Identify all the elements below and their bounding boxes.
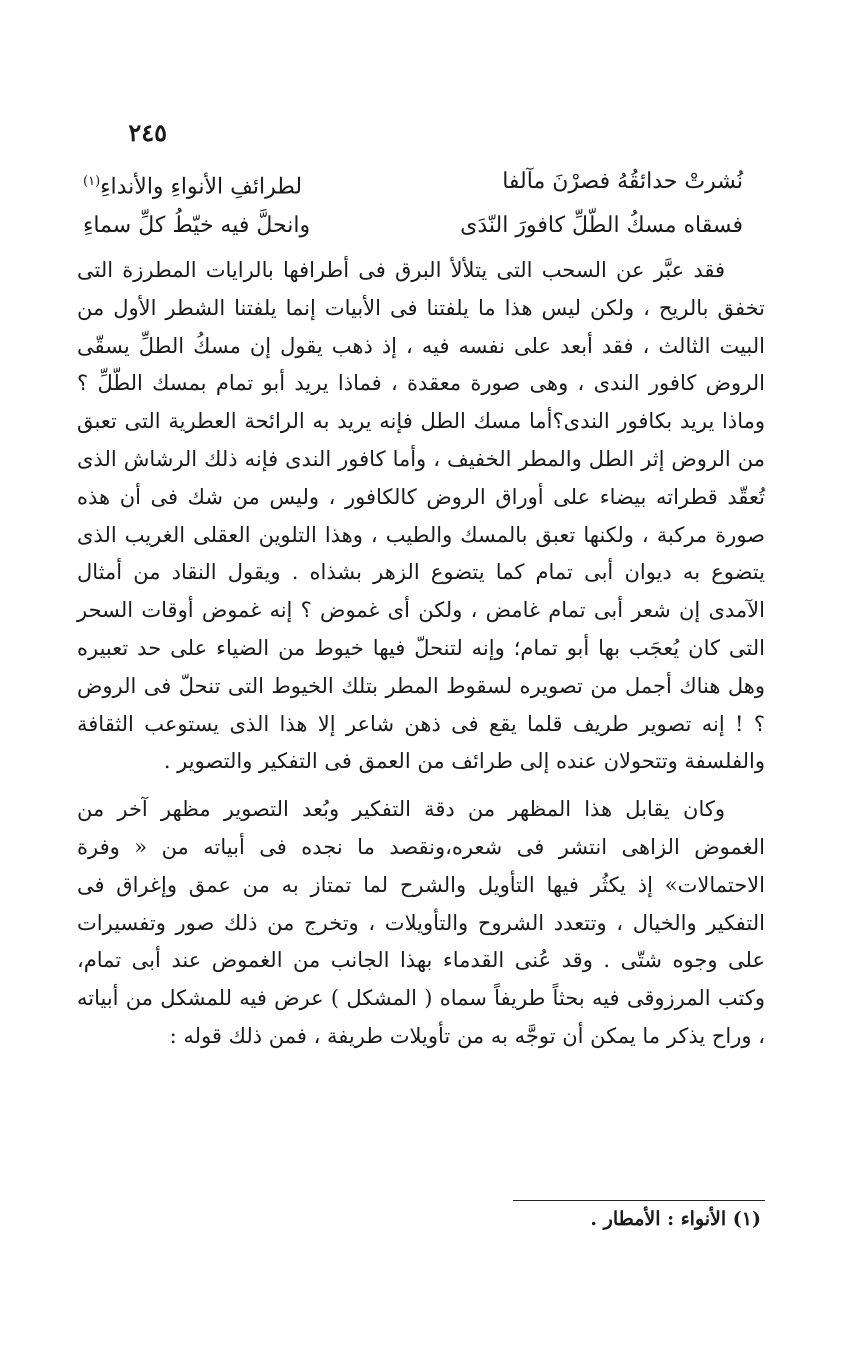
body-text	[77, 252, 765, 1056]
footnote: (١) الأنواء : الأمطار .	[590, 1208, 761, 1230]
verse-second-hemistich: لطرائفِ الأنواءِ والأنداءِ$^{(١)}$	[83, 174, 303, 200]
page-number: ٢٤٥	[128, 118, 167, 147]
paragraph: وكان يقابل هذا المظهر من دقة التفكير وبُعد التصوير مظهر آخر من الغموض الزاهى انتشر فى شعره،ونقصد ما نجده فى أبياته من « وفرة الاحتمالات» إذ يكثُر فيها التأويل والشرح لما تمتاز به من عمق وإغراق فى التفكير والخيال ، وتتعدد الشروح والتأويلات ، وتخرج من ذلك صور وتفسيرات على وجوه شتّى . وقد عُنى القدماء بهذا الجانب من الغموض عند أبى تمام، وكتب المرزوقى فيه بحثاً طريفاً سماه ( المشكل ) عرض فيه للمشكل من أبياته ، وراح يذكر ما يمكن أن توجَّه به من تأويلات طريفة ، فمن ذلك قوله :	[77, 797, 765, 1048]
verse-line	[83, 204, 743, 248]
verse-first-hemistich: نُشرتْ حدائقُهُ فصرْنَ مآلفا	[502, 169, 743, 194]
paragraph: فقد عبَّر عن السحب التى يتلألأ البرق فى أطرافها بالرايات المطرزة التى تخفق بالريح ، ولكن ليس هذا ما يلفتنا فى الأبيات إنما يلفتنا الشطر الأول من البيت الثالث ، فقد أبعد على نفسه فيه ، إذ ذهب يقول إن مسكُ الطلِّ يسقّى الروض كافور الندى ، وهى صورة معقدة ، فماذا يريد أبو تمام بمسك الطّلِّ ؟ وماذا يريد بكافور الندى؟أما مسك الطل فإنه يريد به الرائحة العطرية التى تعبق من الروض إثر الطل والمطر الخفيف ، وأما كافور الندى فإنه ذلك الرشاش الذى تُعقّد قطراته بيضاء على أوراق الروض كالكافور ، وليس من شك فى أن هذه صورة مركبة ، ولكنها تعبق بالمسك والطيب ، وهذا التلوين العقلى الغريب الذى يتضوع به ديوان أبى تمام كما يتضوع الزهر بشذاه . ويقول النقاد من أمثال الآمدى إن شعر أبى تمام غامض ، ولكن أى غموض ؟ إنه غموض أوقات السحر التى كان يُعجَب بها أبو تمام؛ وإنه لتنحلّ فيها خيوط من الضياء على حد تعبيره وهل هناك أجمل من تصويره لسقوط المطر بتلك الخيوط التى تنحلّ فى الروض ؟ ! إنه تصوير طريف قلما يقع فى ذهن شاعر إلا هذا الذى يستوعب الثقافة والفلسفة وتتحولان عنده إلى طرائف من العمق فى التفكير والتصوير .	[77, 258, 765, 774]
verse-first-hemistich: فسقاه مسكُ الطّلِّ كافورَ النّدَى	[460, 213, 743, 238]
verse-line	[83, 160, 743, 204]
footnote-divider	[513, 1200, 765, 1201]
footnote-marker: (١)	[83, 174, 101, 189]
verse-second-hemistich: وانحلَّ فيه خيّطُ كلِّ سماءِ	[83, 213, 311, 238]
poem-verses	[83, 160, 743, 248]
